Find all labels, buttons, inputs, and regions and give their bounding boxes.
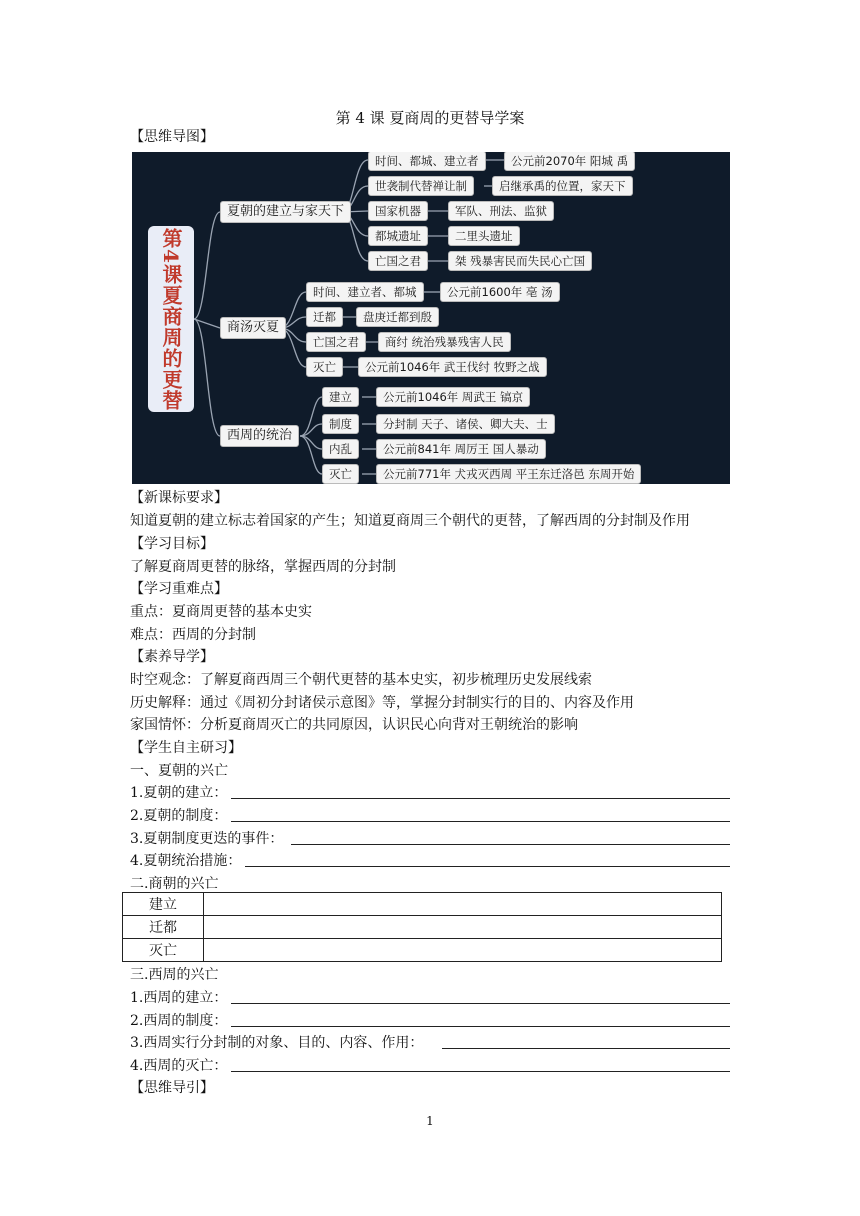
node-value: 公元前841年 周厉王 国人暴动 (376, 439, 546, 459)
zhou-question-label: 4.西周的灭亡： (130, 1058, 228, 1074)
table-cell-answer[interactable] (204, 939, 722, 962)
node-value: 桀 残暴害民而失民心亡国 (448, 251, 592, 271)
key-point-text: 重点：夏商周更替的基本史实 (130, 604, 312, 620)
section-heading-self-study: 【学生自主研习】 (130, 740, 242, 756)
xia-question-label: 2.夏朝的制度： (130, 808, 228, 824)
new-standard-text: 知道夏朝的建立标志着国家的产生；知道夏商周三个朝代的更替，了解西周的分封制及作用 (130, 513, 690, 529)
answer-line[interactable] (231, 1071, 730, 1072)
node-key: 亡国之君 (306, 332, 366, 352)
page-number: 1 (426, 1114, 434, 1128)
node-key: 制度 (322, 414, 359, 434)
node-value: 公元前1046年 周武王 镐京 (376, 387, 530, 407)
node-key: 迁都 (306, 307, 343, 327)
literacy-text: 家国情怀：分析夏商周灭亡的共同原因，认识民心向背对王朝统治的影响 (130, 717, 578, 733)
node-value: 公元前771年 犬戎灭西周 平王东迁洛邑 东周开始 (376, 464, 641, 484)
table-cell-label: 灭亡 (123, 939, 204, 962)
xia-question-label: 3.夏朝制度更迭的事件： (130, 831, 284, 847)
answer-line[interactable] (245, 866, 730, 867)
table-row (123, 893, 722, 916)
table-cell-answer[interactable] (204, 893, 722, 916)
node-value: 公元前1600年 亳 汤 (440, 282, 560, 302)
answer-line[interactable] (231, 798, 730, 799)
zhou-question-label: 2.西周的制度： (130, 1013, 228, 1029)
zhou-question-label: 3.西周实行分封制的对象、目的、内容、作用： (130, 1035, 424, 1051)
node-value: 军队、刑法、监狱 (448, 201, 554, 221)
node-key: 内乱 (322, 439, 359, 459)
node-key: 灭亡 (322, 464, 359, 484)
mind-map-root: 第4课夏商周的更替 (148, 226, 194, 412)
table-row (123, 939, 722, 962)
literacy-text: 时空观念：了解夏商西周三个朝代更替的基本史实，初步梳理历史发展线索 (130, 672, 592, 688)
subheading-zhou: 三.西周的兴亡 (130, 967, 219, 983)
section-heading-mindmap: 【思维导图】 (130, 129, 214, 145)
difficult-point-text: 难点：西周的分封制 (130, 627, 256, 643)
node-value: 分封制 天子、诸侯、卿大夫、士 (376, 414, 555, 434)
zhou-question-label: 1.西周的建立： (130, 990, 228, 1006)
literacy-text: 历史解释：通过《周初分封诸侯示意图》等，掌握分封制实行的目的、内容及作用 (130, 695, 634, 711)
table-row (123, 916, 722, 939)
node-value: 启继承禹的位置，家天下 (492, 176, 633, 196)
answer-line[interactable] (231, 1026, 730, 1027)
answer-line[interactable] (231, 821, 730, 822)
node-key: 世袭制代替禅让制 (368, 176, 474, 196)
mind-map-image (132, 152, 730, 484)
section-heading-goals: 【学习目标】 (130, 536, 214, 552)
table-cell-label: 迁都 (123, 916, 204, 939)
branch-xia: 夏朝的建立与家天下 (220, 201, 351, 223)
goals-text: 了解夏商周更替的脉络，掌握西周的分封制 (130, 559, 396, 575)
node-value: 二里头遗址 (448, 226, 520, 246)
branch-zhou: 西周的统治 (220, 425, 299, 447)
answer-line[interactable] (442, 1048, 730, 1049)
section-heading-literacy: 【素养导学】 (130, 649, 214, 665)
branch-shang: 商汤灭夏 (220, 317, 286, 339)
answer-line[interactable] (291, 844, 730, 845)
shang-table (122, 892, 722, 962)
node-key: 建立 (322, 387, 359, 407)
node-value: 盘庚迁都到殷 (356, 307, 439, 327)
section-heading-key-points: 【学习重难点】 (130, 581, 228, 597)
node-key: 时间、都城、建立者 (368, 152, 486, 171)
node-key: 灭亡 (306, 357, 343, 377)
node-key: 都城遗址 (368, 226, 428, 246)
node-key: 时间、建立者、都城 (306, 282, 424, 302)
section-heading-guide: 【思维导引】 (130, 1080, 214, 1096)
xia-question-label: 4.夏朝统治措施： (130, 853, 242, 869)
node-key: 国家机器 (368, 201, 428, 221)
table-cell-answer[interactable] (204, 916, 722, 939)
node-value: 公元前2070年 阳城 禹 (504, 152, 635, 171)
page-title: 第 4 课 夏商周的更替导学案 (335, 109, 525, 127)
node-value: 公元前1046年 武王伐纣 牧野之战 (358, 357, 547, 377)
node-value: 商纣 统治残暴残害人民 (378, 332, 511, 352)
section-heading-new-standard: 【新课标要求】 (130, 490, 228, 506)
table-cell-label: 建立 (123, 893, 204, 916)
subheading-shang: 二.商朝的兴亡 (130, 876, 219, 892)
subheading-xia: 一、夏朝的兴亡 (130, 763, 228, 779)
xia-question-label: 1.夏朝的建立： (130, 785, 228, 801)
answer-line[interactable] (231, 1003, 730, 1004)
node-key: 亡国之君 (368, 251, 428, 271)
